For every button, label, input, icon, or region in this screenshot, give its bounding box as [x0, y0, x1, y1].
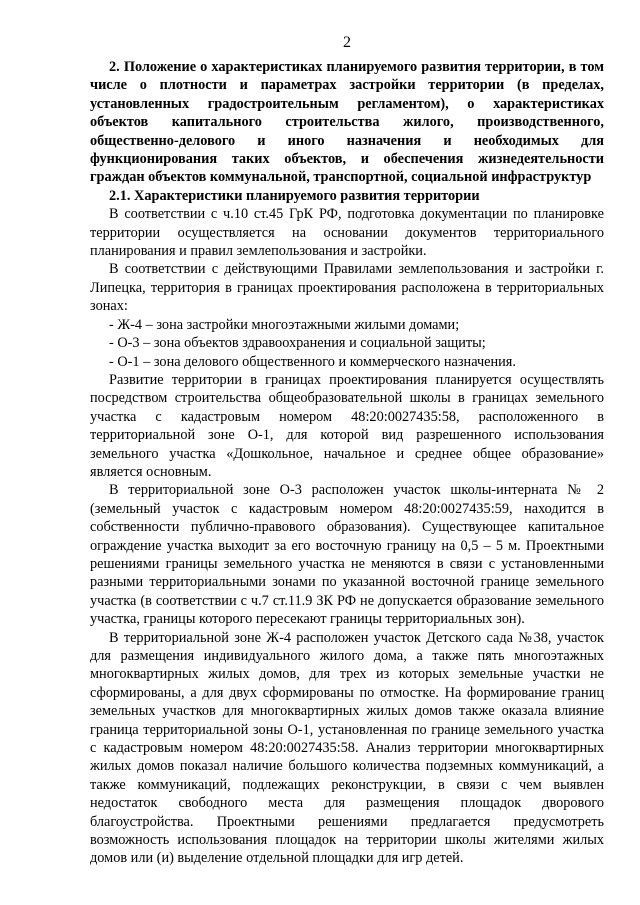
zone-list-item: - О-3 – зона объектов здравоохранения и социальной защиты; — [109, 335, 486, 352]
zones-list — [90, 316, 604, 371]
paragraph-zone-zh4: В территориальной зоне Ж-4 расположен участок Детского сада №38, участок для размещения индивидуального жилого дома, а также пять многоэтажных многоквартирных жилых домов, для трех из которых земельные участки не сформированы, а для двух сформированы по отмостке. На формирование границ земельных участков для многоквартирных жилых домов также оказала влияние граница территориальной зоны О-1, установленная по границе земельного участка с кадастровым номером 48:20:0027435:58. Анализ территории многоквартирных жилых домов показал наличие большого количества подземных коммуникаций, а также коммуникаций, подлежащих реконструкции, в связи с чем выявлен недостаток свободного места для размещения площадок дворового благоустройства. Проектными решениями предлагается предусмотреть возможность использования площадок на территории школы жителями жилых домов или (и) выделение отдельной площадки для игр детей. — [90, 629, 604, 867]
paragraph-zones-intro: В соответствии с действующими Правилами землепользования и застройки г. Липецка, территория в границах проектирования расположена в территориальных зонах: — [90, 261, 604, 315]
paragraph-zone-o3: В территориальной зоне О-3 расположен участок школы-интерната № 2 (земельный участок с кадастровым номером 48:20:0027435:59, находится в собственности публично-правового образования). Существующее капитальное ограждение участка выходит за его восточную границу на 0,5 – 5 м. Проектными решениями границы земельного участка не меняются в связи с установленными разными территориальными зонами по указанной восточной границе земельного участка (в соответствии с ч.7 ст.11.9 ЗК РФ не допускается образование земельного участка, границы которого пересекают границы территориальных зон). — [90, 482, 604, 628]
paragraph-legal-basis: В соответствии с ч.10 ст.45 ГрК РФ, подготовка документации по планировке территории осуществляется на основании документов территориального планирования и правил землепользования и застройки. — [90, 206, 604, 260]
subsection-heading: 2.1. Характеристики планируемого развития территории — [109, 187, 480, 204]
page-number: 2 — [343, 34, 351, 51]
document-page — [90, 34, 604, 894]
section-heading: 2. Положение о характеристиках планируемого развития территории, в том числе о плотности и параметрах застройки территории (в пределах, установленных градостроительным регламентом), о характеристиках объектов капитального строительства жилого, производственного, общественно-делового и иного назначения и необходимых для функционирования таких объектов, и обеспечения жизнедеятельности граждан объектов коммунальной, транспортной, социальной инфраструктур — [90, 59, 604, 186]
paragraph-school-construction: Развитие территории в границах проектирования планируется осуществлять посредством строительства общеобразовательной школы в границах земельного участка с кадастровым номером 48:20:0027435:58, расположенного в территориальной зоне О-1, для которой вид разрешенного использования земельного участка «Дошкольное, начальное и среднее общее образование» является основным. — [90, 371, 604, 480]
zone-list-item: - Ж-4 – зона застройки многоэтажными жилыми домами; — [109, 316, 460, 333]
zone-list-item: - О-1 – зона делового общественного и коммерческого назначения. — [109, 353, 516, 370]
